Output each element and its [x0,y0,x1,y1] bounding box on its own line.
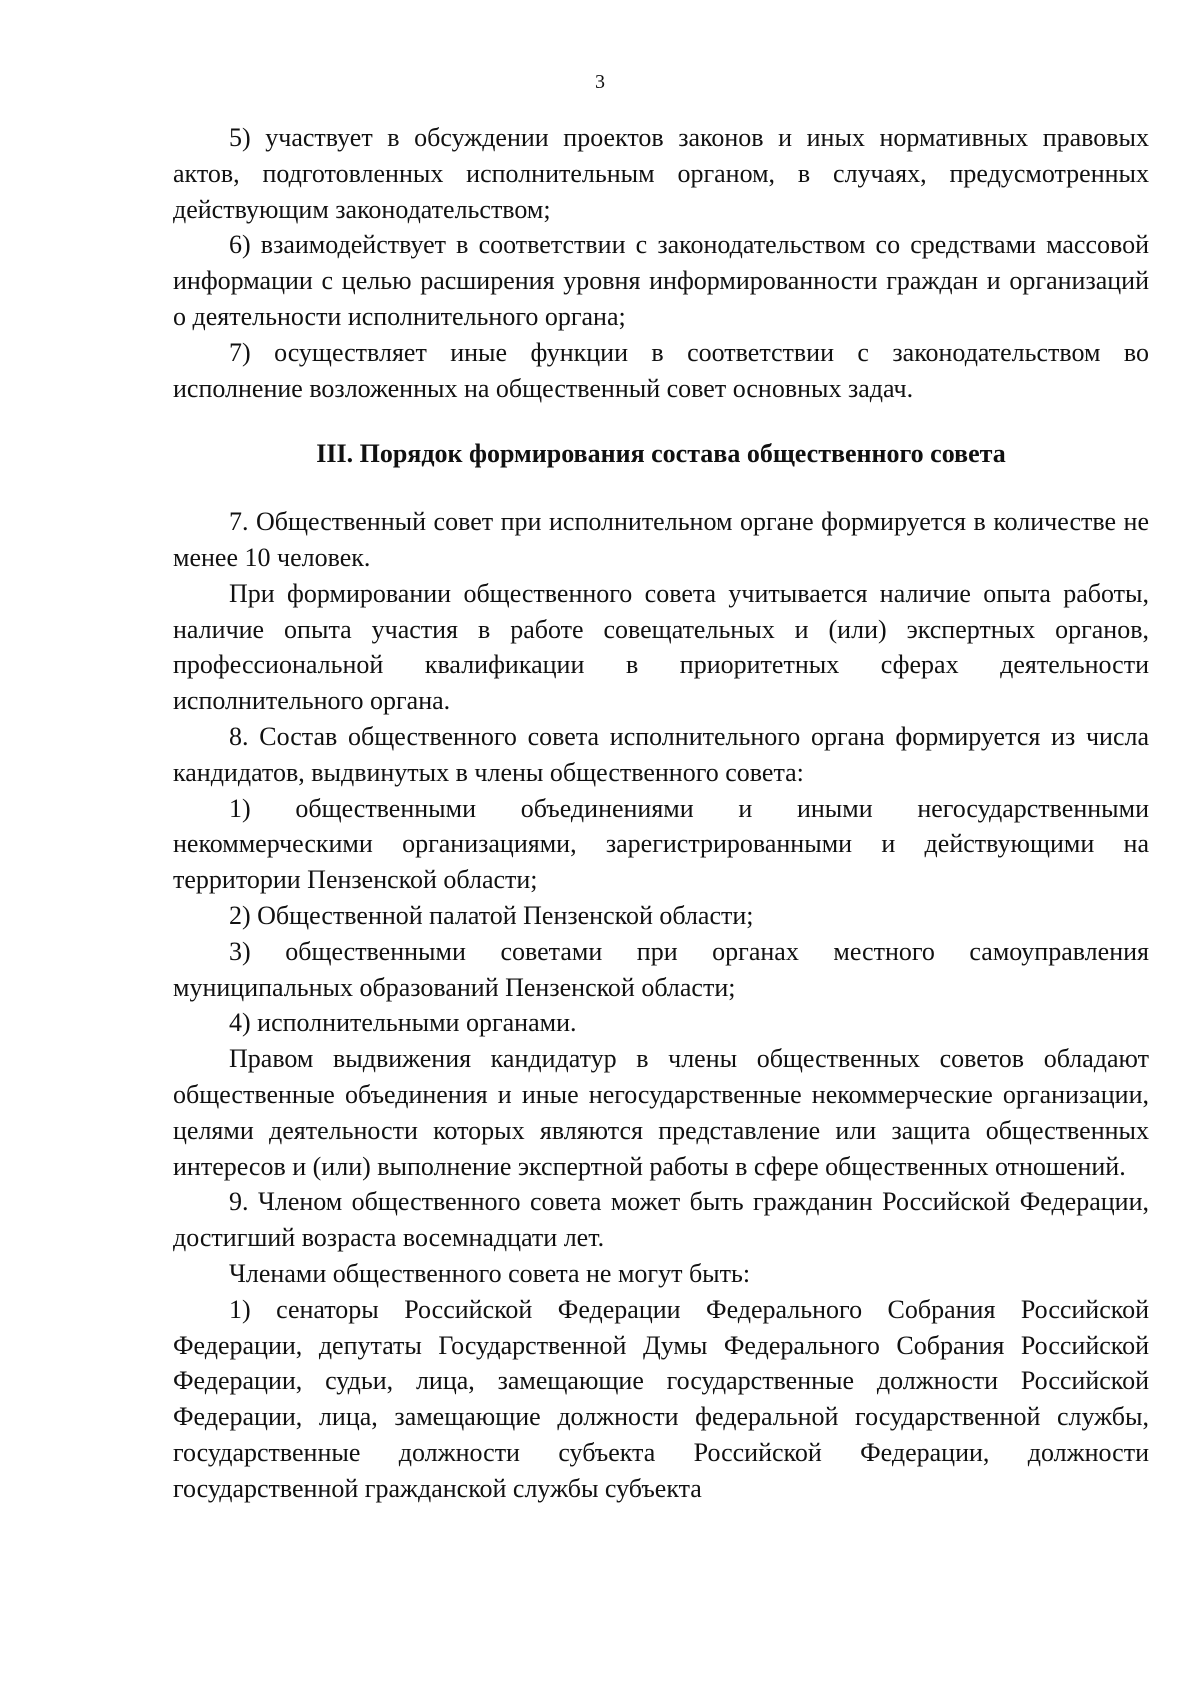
paragraph-item-6: 6) взаимодействует в соответствии с законодательством со средствами массовой информации с целью расширения уровня информированности граждан и организаций о деятельности исполнительного органа; [173,230,1149,331]
paragraph-item-7: 7) осуществляет иные функции в соответствии с законодательством во исполнение возложенных на общественный совет основных задач. [173,337,1149,403]
paragraph-exclusion-1: 1) сенаторы Российской Федерации Федерального Собрания Российской Федерации, депутаты Государственной Думы Федерального Собрания Российской Федерации, судьи, лица, замещающие государственные должности Российской Федерации, лица, замещающие должности федеральной государственной службы, государственные должности субъекта Российской Федерации, должности государственной гражданской службы субъекта [173,1294,1149,1503]
paragraph-nominator-4: 4) исполнительными органами. [229,1008,577,1038]
paragraph-nominator-3: 3) общественными советами при органах местного самоуправления муниципальных образований Пензенской области; [173,936,1149,1002]
section-heading: III. Порядок формирования состава общественного совета [316,439,1006,469]
paragraph-clause-9: 9. Членом общественного совета может быть гражданин Российской Федерации, достигший возраста восемнадцати лет. [173,1187,1149,1253]
paragraph-nominator-1: 1) общественными объединениями и иными негосударственными некоммерческими организациями, зарегистрированными и действующими на территории Пензенской области; [173,793,1149,895]
paragraph-formation-criteria: При формировании общественного совета учитывается наличие опыта работы, наличие опыта участия в работе совещательных и (или) экспертных органов, профессиональной квалификации в приоритетных сферах деятельности исполнительного органа. [173,578,1149,716]
paragraph-exclusions-intro: Членами общественного совета не могут быть: [229,1258,751,1288]
paragraph-item-5: 5) участвует в обсуждении проектов законов и иных нормативных правовых актов, подготовленных исполнительным органом, в случаях, предусмотренных действующим законодательством; [173,123,1149,224]
paragraph-clause-8: 8. Состав общественного совета исполнительного органа формируется из числа кандидатов, выдвинутых в члены общественного совета: [173,721,1149,787]
page-number: 3 [595,71,605,93]
paragraph-clause-7: 7. Общественный совет при исполнительном органе формируется в количестве не менее 10 человек. [173,507,1149,572]
document-body [173,120,1149,1506]
paragraph-nominator-2: 2) Общественной палатой Пензенской области; [229,900,754,930]
paragraph-nomination-right: Правом выдвижения кандидатур в члены общественных советов обладают общественные объединения и иные негосударственные некоммерческие организации, целями деятельности которых являются представление или защита общественных интересов и (или) выполнение экспертной работы в сфере общественных отношений. [173,1044,1149,1181]
